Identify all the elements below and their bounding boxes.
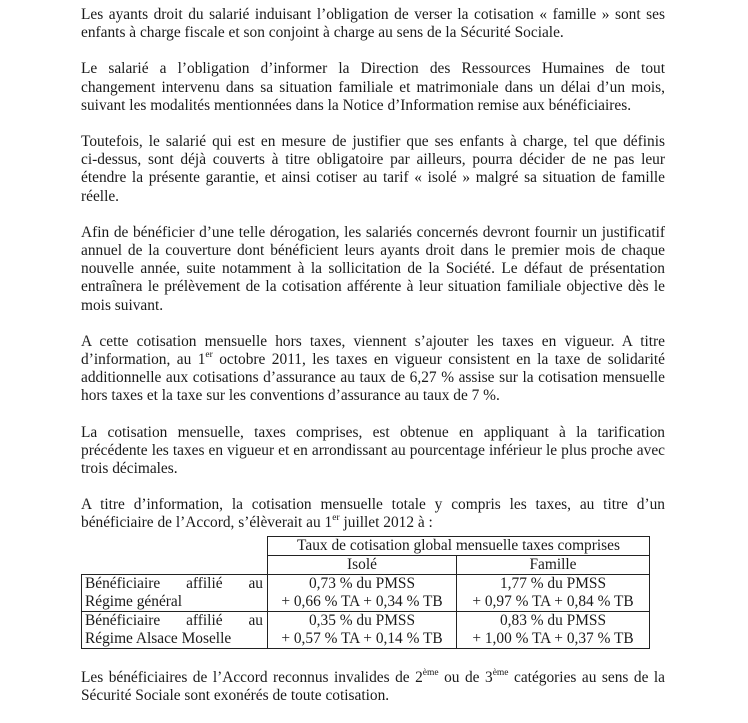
famille-rate-cell: 0,83 % du PMSS + 1,00 % TA + 0,37 % TB <box>457 611 650 648</box>
column-header-famille: Famille <box>457 555 650 574</box>
table-empty-cell <box>82 536 268 555</box>
paragraph <box>81 133 665 206</box>
table-header: Taux de cotisation global mensuelle taxes comprises <box>268 536 650 555</box>
row-label: Bénéficiaire affilié au Régime général <box>82 574 268 611</box>
text-line: précédente les taxes en vigueur et en arrondissant au pourcentage inférieur le plus proche avec <box>81 441 665 459</box>
final-paragraph <box>81 669 665 705</box>
isole-rate-cell: 0,35 % du PMSS + 0,57 % TA + 0,14 % TB <box>268 611 457 648</box>
table-subheader-row <box>82 555 650 574</box>
text-line: Les bénéficiaires de l’Accord reconnus invalides de 2ème ou de 3ème catégories au sens de la <box>81 667 665 686</box>
isole-rate-cell: 0,73 % du PMSS + 0,66 % TA + 0,34 % TB <box>268 574 457 611</box>
column-header-isole: Isolé <box>268 555 457 574</box>
document-page <box>81 6 665 723</box>
text-line: étendre la présente garantie, et ainsi cotiser au tarif « isolé » malgré sa situation de famille <box>81 169 665 187</box>
table-row <box>82 611 650 648</box>
text-line: mois suivant. <box>81 296 164 314</box>
text-line: changement intervenu dans sa situation familiale et matrimoniale dans un délai d’un mois, <box>81 78 665 96</box>
text-line: réelle. <box>81 187 120 205</box>
paragraph <box>81 60 665 115</box>
text-line: d’information, au 1er octobre 2011, les taxes en vigueur consistent en la taxe de solidarité <box>81 349 665 369</box>
text-line: Les ayants droit du salarié induisant l’obligation de verser la cotisation « famille » sont ses <box>81 6 665 23</box>
paragraph <box>81 224 665 315</box>
text-line: entraînera le prélèvement de la cotisation afférente à leur situation familiale objective dès le <box>81 278 665 296</box>
text-line: suivant les modalités mentionnées dans la Notice d’Information remise aux bénéficiaires. <box>81 96 632 114</box>
row-label: Bénéficiaire affilié au Régime Alsace Moselle <box>82 611 268 648</box>
text-line: enfants à charge fiscale et son conjoint à charge au sens de la Sécurité Sociale. <box>81 24 564 42</box>
famille-rate-cell: 1,77 % du PMSS + 0,97 % TA + 0,84 % TB <box>457 574 650 611</box>
text-line: Afin de bénéficier d’une telle dérogation, les salariés concernés devront fournir un justificatif <box>81 223 665 241</box>
text-line: annuel de la couverture dont bénéficient leurs ayants droit dans le premier mois de chaque <box>81 242 665 260</box>
text-line: nouvelle année, suite notamment à la sollicitation de la Société. Le défaut de présentation <box>81 260 665 278</box>
paragraph <box>81 6 665 42</box>
contribution-rates-table <box>81 536 650 649</box>
info-paragraph <box>81 496 665 532</box>
taxes-paragraph <box>81 333 665 406</box>
table-row <box>82 574 650 611</box>
paragraph-group <box>81 6 665 315</box>
text-line: additionnelle aux cotisations d’assurance au taux de 6,27 % assise sur la cotisation mensuelle <box>81 369 665 387</box>
text-line: trois décimales. <box>81 460 178 478</box>
text-line: A titre d’information, la cotisation mensuelle totale y compris les taxes, au titre d’un <box>81 496 665 514</box>
text-line: Sécurité Sociale sont exonérés de toute cotisation. <box>81 686 390 704</box>
table-header-row <box>82 536 650 555</box>
text-line: bénéficiaire de l’Accord, s’élèverait au 1er juillet 2012 à : <box>81 513 433 532</box>
table-empty-cell <box>82 555 268 574</box>
text-line: ci-dessus, sont déjà couverts à titre obligatoire par ailleurs, pourra décider de ne pas leur <box>81 151 665 169</box>
tariff-paragraph <box>81 424 665 479</box>
text-line: Le salarié a l’obligation d’informer la Direction des Ressources Humaines de tout <box>81 60 665 78</box>
text-line: La cotisation mensuelle, taxes comprises, est obtenue en appliquant à la tarification <box>81 423 665 441</box>
text-line: Toutefois, le salarié qui est en mesure de justifier que ses enfants à charge, tel que définis <box>81 133 665 151</box>
text-line: A cette cotisation mensuelle hors taxes, viennent s’ajouter les taxes en vigueur. A titre <box>81 332 665 350</box>
text-line: hors taxes et la taxe sur les conventions d’assurance au taux de 7 %. <box>81 387 500 405</box>
